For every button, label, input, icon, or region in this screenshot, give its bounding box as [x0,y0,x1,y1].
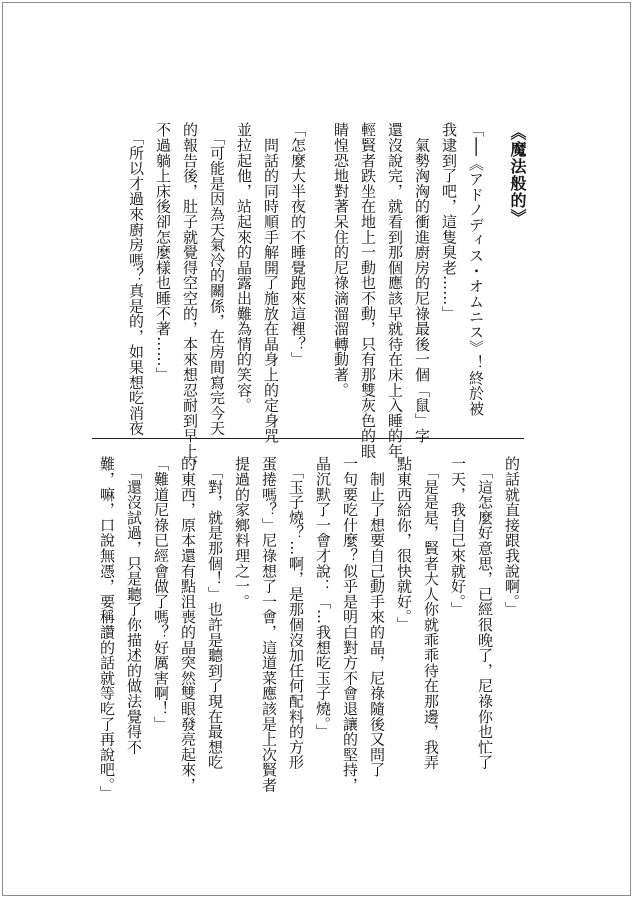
section-divider [92,438,524,439]
text-line: 還沒說完，就看到那個應該早就待在床上入睡的年 [386,122,404,459]
paragraph-gap [311,122,327,474]
text-line: 不過躺上床後卻怎麼樣也睡不著……」 [154,122,172,383]
text-line: 「這怎麼好意思，已經很晚了，尼祿你也忙了 [476,456,494,770]
text-line: 的東西，原本還有點沮喪的晶突然雙眼發亮起來， [179,456,197,793]
lower-text-block [93,456,525,800]
text-line: 點東西給你，很快就好。」 [395,456,413,633]
text-line: 問話的同時順手解開了施放在晶身上的定身咒 [262,122,280,444]
chapter-title: 《魔法般的》 [508,124,527,226]
text-line: 「玉子燒？…啊，是那個沒加任何配料的方形 [287,456,305,770]
text-line: 氣勢洶洶的衝進廚房的尼祿最後一個「鼠」字 [413,122,431,444]
text-line: 提過的家鄉料理之一。 [233,456,251,609]
text-line: 並拉起他，站起來的晶露出難為情的笑容。 [235,122,253,413]
text-line: 晶沉默了一會才說：「…我想吃玉子燒。」 [314,456,332,740]
text-line: 「可能是因為天氣冷的關係，在房間寫完今天 [208,122,226,436]
text-line: 「是是是，賢者大人你就乖乖待在那邊，我弄 [422,456,440,770]
upper-text-block [122,122,489,474]
text-line: 「對，就是那個！」也許是聽到了現在最想吃 [206,456,224,770]
text-line: 「──《アドノディス・オムニス》！終於被 [467,122,485,417]
text-line: 的報告後，肚子就覺得空空的，本來想忍耐到早上， [181,122,199,474]
text-line: 難，嘛，口說無憑，要稱讚的話就等吃了再說吧。」 [98,456,116,801]
text-line: 蛋捲嗎？」尼祿想了一會，這道菜應該是上次賢者 [260,456,278,793]
text-line: 「怎麼大半夜的不睡覺跑來這裡？」 [289,122,307,367]
text-line: 制止了想要自己動手來的晶，尼祿隨後又問了 [368,456,386,778]
text-line: 一句要吃什麼？似乎是明白對方不會退讓的堅持， [341,456,359,793]
text-line: 「難道尼祿已經會做了嗎？好厲害啊！」 [152,456,170,732]
text-line: 我逮到了吧，這隻臭老……」 [440,122,458,321]
text-line: 輕賢者跌坐在地上一動也不動，只有那雙灰色的眼 [359,122,377,459]
text-line: 睛惶恐地對著呆住的尼祿滴溜溜轉動著。 [332,122,350,398]
text-line: 「還沒試過，只是聽了你描述的做法覺得不 [125,456,143,755]
text-line: 一天，我自己來就好。」 [449,456,467,617]
text-line: 「所以才過來廚房嗎？真是的，如果想吃消夜 [127,122,145,436]
text-line: 的話就直接跟我說啊。」 [503,456,521,617]
